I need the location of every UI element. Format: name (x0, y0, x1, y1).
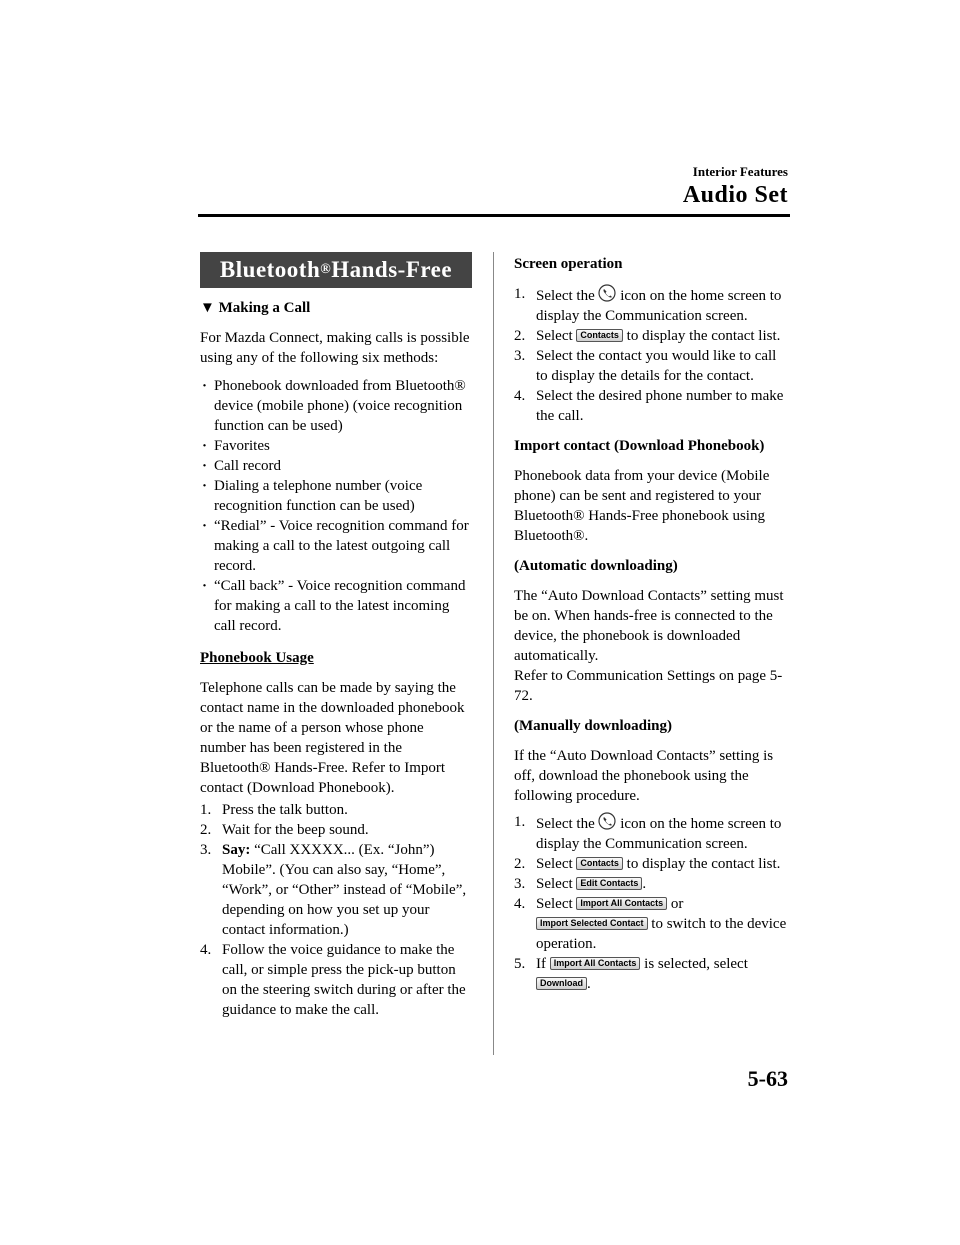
auto-download-heading: (Automatic downloading) (514, 558, 678, 574)
screen-operation-heading: Screen operation (514, 256, 623, 272)
page-number: 5-63 (747, 1066, 788, 1091)
edit-contacts-button: Edit Contacts (576, 877, 642, 890)
import-paragraph: Phonebook data from your device (Mobile phone) can be sent and registered to your Bluetooth® Hands-Free phonebook using Bluetooth®. (514, 468, 770, 544)
list-item: 1. Select the icon on the home screen to display the Communication screen. (514, 286, 782, 324)
import-all-contacts-button: Import All Contacts (576, 897, 667, 910)
import-contact-heading: Import contact (Download Phonebook) (514, 438, 765, 454)
list-item: 4. Select the desired phone number to make the call. (514, 388, 784, 424)
manual-download-heading: (Manually downloading) (514, 718, 672, 734)
intro-paragraph: For Mazda Connect, making calls is possible using any of the following six methods: (200, 330, 470, 366)
auto-download-reference: Refer to Communication Settings on page 5-72. (514, 668, 783, 704)
methods-list (200, 376, 472, 636)
making-call-heading (200, 298, 472, 318)
phone-icon (598, 284, 616, 302)
list-item: 3. Select the contact you would like to call to display the details for the contact. (514, 348, 777, 384)
auto-download-paragraph: The “Auto Download Contacts” setting must be on. When hands-free is connected to the device, the phonebook is downloaded automatically. (514, 588, 784, 664)
banner-text-rest: Hands-Free (331, 257, 453, 282)
say-label: Say: (222, 842, 251, 858)
header-rule (198, 214, 790, 217)
list-item: · Favorites (202, 438, 270, 454)
list-item: 3. Select Edit Contacts . (514, 876, 647, 892)
list-item: · “Call back” - Voice recognition command for making a call to the latest incoming call record. (202, 578, 466, 634)
list-item: 2. Wait for the beep sound. (200, 822, 369, 838)
list-item: 2. Select Contacts to display the contact list. (514, 856, 781, 872)
chapter-title: Audio Set (682, 182, 788, 208)
making-call-title: Making a Call (218, 300, 311, 316)
import-selected-contact-button: Import Selected Contact (536, 917, 648, 930)
phonebook-usage-heading: Phonebook Usage (200, 650, 314, 666)
list-item: · Dialing a telephone number (voice recognition function can be used) (202, 478, 423, 514)
list-item: 4. Select Import All Contacts or Import Selected Contact to switch to the device operation. (514, 896, 787, 952)
download-button: Download (536, 977, 587, 990)
import-all-contacts-button: Import All Contacts (550, 957, 641, 970)
list-item: 3. Say: “Call XXXXX... (Ex. “John”) Mobile”. (You can also say, “Home”, “Work”, or “Other” instead of “Mobile”, depending on how you set up your contact information.) (200, 842, 467, 938)
list-item: · Call record (202, 458, 282, 474)
list-item: 2. Select Contacts to display the contact list. (514, 328, 781, 344)
list-item: 5. If Import All Contacts is selected, select Download . (514, 956, 748, 992)
manual-download-paragraph: If the “Auto Download Contacts” setting is off, download the phonebook using the following procedure. (514, 748, 774, 804)
triangle-marker-icon: ▼ (200, 300, 215, 316)
list-item: 4. Follow the voice guidance to make the call, or simple press the pick-up button on the steering switch during or after the guidance to make the call. (200, 942, 466, 1018)
contacts-button: Contacts (576, 857, 623, 870)
section-title: Interior Features (692, 164, 788, 179)
phone-icon (598, 812, 616, 830)
manual-steps (514, 812, 790, 994)
banner-text: Bluetooth (219, 257, 321, 282)
right-column (514, 252, 790, 994)
usage-steps (200, 800, 472, 1020)
column-divider (493, 252, 494, 1055)
screen-steps (514, 284, 790, 426)
list-item: 1. Select the icon on the home screen to display the Communication screen. (514, 814, 782, 852)
contacts-button: Contacts (576, 329, 623, 342)
list-item: 1. Press the talk button. (200, 802, 348, 818)
left-column (200, 252, 472, 1020)
section-banner: Bluetooth ® Hands-Free (200, 252, 472, 288)
usage-paragraph: Telephone calls can be made by saying the contact name in the downloaded phonebook or the name of a person whose phone number has been registered in the Bluetooth® Hands-Free. Refer to Import contact (Download Phonebook). (200, 680, 465, 796)
list-item: · “Redial” - Voice recognition command for making a call to the latest outgoing call record. (202, 518, 469, 574)
list-item: · Phonebook downloaded from Bluetooth® device (mobile phone) (voice recognition function can be used) (202, 378, 466, 434)
